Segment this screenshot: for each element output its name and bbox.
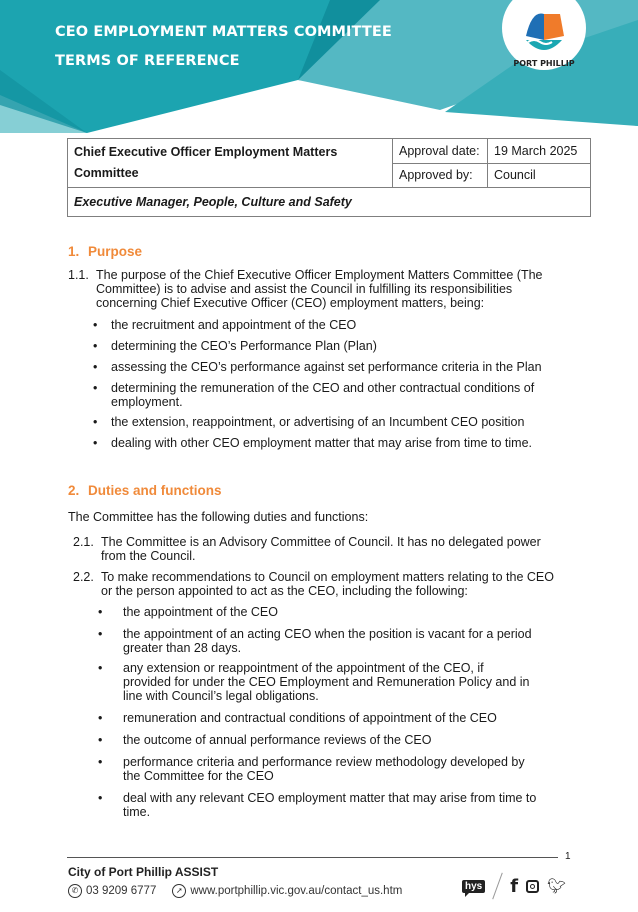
list-item: • the outcome of annual performance reviews of the CEO — [98, 733, 432, 747]
header-title: CEO EMPLOYMENT MATTERS COMMITTEE — [55, 24, 392, 40]
section-number: 2. — [68, 483, 80, 498]
approval-date-label: Approval date: — [393, 139, 488, 164]
approved-by-value: Council — [488, 163, 591, 188]
footer-phone[interactable]: 03 9209 6777 — [86, 885, 157, 897]
clause-text: The Committee is an Advisory Committee of Council. It has no delegated power from the Council. — [101, 535, 541, 563]
svg-text:PORT PHILLIP: PORT PHILLIP — [513, 59, 575, 68]
list-item: • the appointment of an acting CEO when the position is vacant for a period greater than 28 days. — [98, 627, 532, 655]
social-links — [462, 872, 566, 900]
list-item: • remuneration and contractual conditions of appointment of the CEO — [98, 711, 497, 725]
list-item: • determining the CEO’s Performance Plan (Plan) — [93, 339, 377, 353]
clause-text: To make recommendations to Council on employment matters relating to the CEO or the person appointed to act as the CEO, including the following: — [101, 570, 554, 598]
section-heading-duties — [68, 483, 222, 498]
clause-2-1 — [73, 535, 568, 563]
list-item: • deal with any relevant CEO employment matter that may arise from time to time. — [98, 791, 537, 819]
divider — [492, 873, 503, 900]
clause-2-2 — [73, 570, 568, 598]
list-item: • assessing the CEO’s performance against set performance criteria in the Plan — [93, 360, 542, 374]
section-intro: The Committee has the following duties and functions: — [68, 510, 369, 524]
document-meta-table — [67, 138, 591, 217]
list-item: • any extension or reappointment of the appointment of the CEO, if provided for under the CEO Employment and Remuneration Policy and in line with Council’s legal obligations. — [98, 661, 530, 703]
clause-number: 2.1. — [73, 535, 94, 549]
section-title: Purpose — [88, 244, 143, 259]
list-item: • performance criteria and performance review methodology developed by the Committee for the CEO — [98, 755, 525, 783]
footer-org-name: City of Port Phillip ASSIST — [68, 865, 219, 879]
footer-contact — [68, 884, 402, 898]
clause-number: 1.1. — [68, 268, 89, 282]
clause-text: The purpose of the Chief Executive Officer Employment Matters Committee (The Committee) is to advise and assist the Council in fulfilling its responsibilities concerning Chief Executive Officer (CEO) employment matters, being: — [96, 268, 543, 310]
cursor-icon: ➚ — [172, 884, 186, 898]
have-your-say-icon[interactable]: hys — [462, 880, 485, 893]
footer-divider — [67, 857, 558, 858]
approved-by-label: Approved by: — [393, 163, 488, 188]
page-number: 1 — [565, 851, 571, 862]
list-item: • determining the remuneration of the CEO and other contractual conditions of employment. — [93, 381, 535, 409]
list-item: • the recruitment and appointment of the CEO — [93, 318, 357, 332]
list-item: • the appointment of the CEO — [98, 605, 278, 619]
phone-icon: ✆ — [68, 884, 82, 898]
section-title: Duties and functions — [88, 483, 222, 498]
approval-date-value: 19 March 2025 — [488, 139, 591, 164]
document-owner: Executive Manager, People, Culture and Safety — [68, 188, 591, 217]
header-subtitle: TERMS OF REFERENCE — [55, 53, 240, 69]
section-number: 1. — [68, 244, 80, 259]
twitter-icon[interactable]: 🐦︎ — [547, 878, 567, 895]
list-item: • the extension, reappointment, or advertising of an Incumbent CEO position — [93, 415, 525, 429]
facebook-icon[interactable]: f — [510, 875, 519, 897]
list-item: • dealing with other CEO employment matter that may arise from time to time. — [93, 436, 532, 450]
clause-1-1 — [68, 268, 568, 310]
city-of-port-phillip-logo-icon — [500, 0, 588, 72]
clause-number: 2.2. — [73, 570, 94, 584]
document-title: Chief Executive Officer Employment Matters Committee — [68, 139, 393, 188]
instagram-icon[interactable] — [526, 880, 539, 893]
footer-website-link[interactable]: www.portphillip.vic.gov.au/contact_us.htm — [190, 885, 403, 897]
section-heading-purpose — [68, 244, 142, 259]
